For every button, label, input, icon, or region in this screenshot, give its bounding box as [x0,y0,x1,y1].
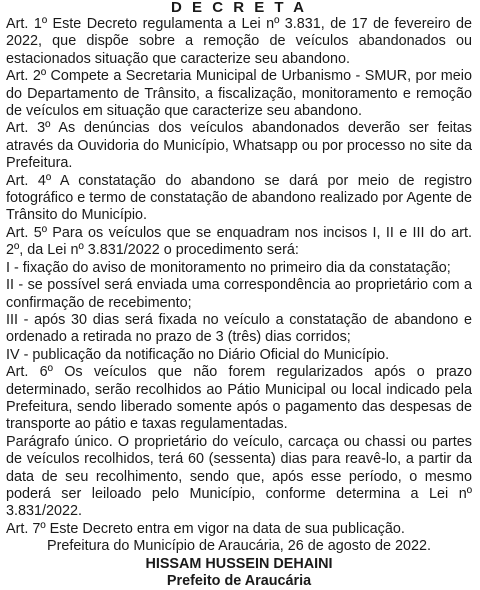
article-7: Art. 7º Este Decreto entra em vigor na data de sua publicação. [6,520,405,537]
signatory-name: HISSAM HUSSEIN DEHAINI [145,555,333,572]
article-5-item-iii: III - após 30 dias será fixada no veículo a constatação de abandono e ordenado a retirada no prazo de 3 (três) dias corridos; [6,311,472,346]
article-5-item-ii: II - se possível será enviada uma correspondência ao proprietário com a confirmação de recebimento; [6,277,472,311]
closing-line: Prefeitura do Município de Araucária, 26 de agosto de 2022. [46,538,431,555]
decree-body [6,16,472,556]
article-5-item-iv: IV - publicação da notificação no Diário Oficial do Município. [6,346,390,363]
article-2: Art. 2º Compete a Secretaria Municipal de Urbanismo - SMUR, por meio do Departamento de Trânsito, a fiscalização, monitoramento e remoção de veículos em situação que caracterize seu abandono. [6,68,472,120]
article-5-item-i: I - fixação do aviso de monitoramento no primeiro dia da constatação; [6,259,451,276]
article-1: Art. 1º Este Decreto regulamenta a Lei nº 3.831, de 17 de fevereiro de 2022, que dispõe sobre a remoção de veículos abandonados ou estacionados situação que caracterize seu abandono. [6,16,472,67]
article-6-sole-paragraph: Parágrafo único. O proprietário do veículo, carcaça ou chassi ou partes de veículos recolhidos, terá 60 (sessenta) dias para reavê-lo, a partir da data de seu recolhimento, sendo que, após esse período, o mesmo poderá ser leiloado pelo Município, conforme determina a Lei nº 3.831/2022. [6,433,472,520]
article-3: Art. 3º As denúncias dos veículos abandonados deverão ser feitas através da Ouvidoria do Município, Whatsapp ou por processo no site da Prefeitura. [6,120,472,172]
article-6: Art. 6º Os veículos que não forem regularizados após o prazo determinado, serão recolhidos ao Pátio Municipal ou local indicado pela Prefeitura, sendo liberado somente após o pagamento das despesas de transporte ao pátio e taxas regulamentadas. [6,364,472,433]
article-5: Art. 5º Para os veículos que se enquadram nos incisos I, II e III do art. 2º, da Lei nº 3.831/2022 o procedimento será: [6,224,472,259]
signatory-title: Prefeito de Araucária [166,572,312,589]
decree-heading: D E C R E T A [171,0,307,16]
article-4: Art. 4º A constatação do abandono se dará por meio de registro fotográfico e termo de constatação de abandono realizado por Agente de Trânsito do Município. [6,172,472,224]
